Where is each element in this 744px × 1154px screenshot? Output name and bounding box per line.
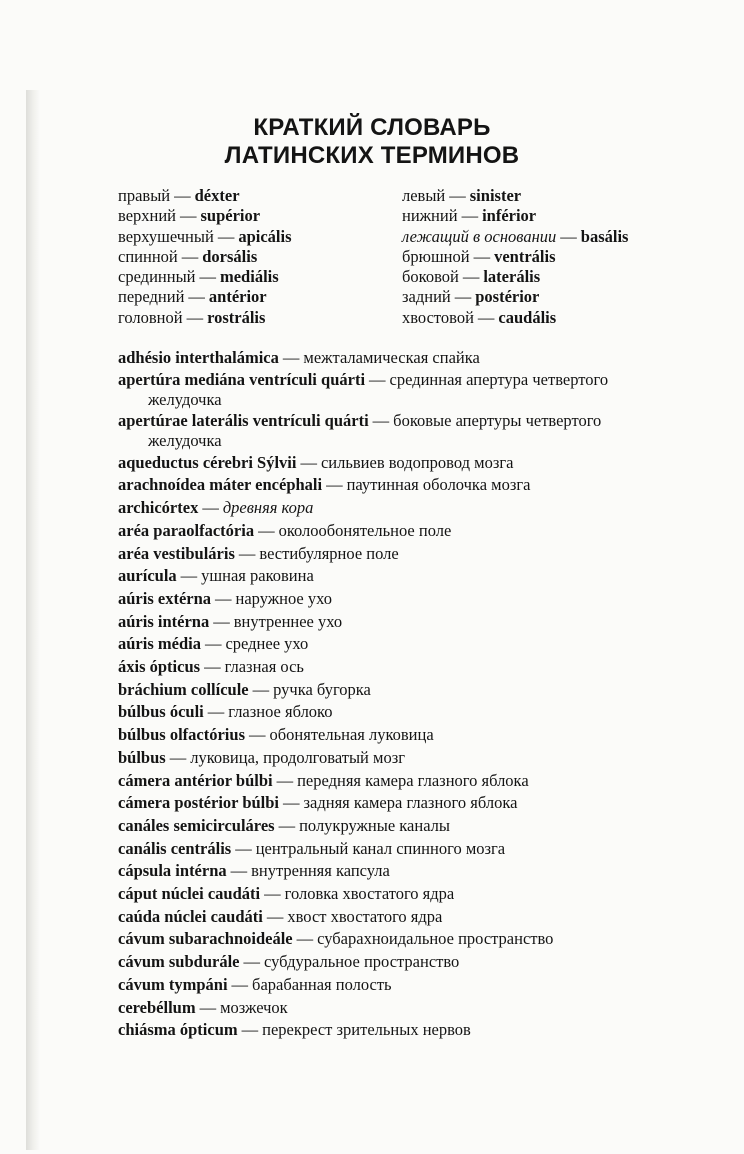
pair-left: [118, 186, 402, 206]
entry-term: adhésio interthalámica: [118, 348, 279, 367]
dash: —: [473, 246, 491, 266]
glossary-entry: [118, 815, 688, 838]
glossary-entry: [118, 770, 688, 793]
entry-term: aúris extérna: [118, 588, 212, 608]
dash: —: [180, 206, 197, 226]
entry-term: aúris intérna: [118, 611, 210, 631]
entry-definition: передняя камера глазного яблока: [297, 770, 529, 790]
entry-definition: ушная раковина: [201, 566, 314, 586]
glossary-entry: [118, 543, 688, 566]
ru-word: лежащий в основании: [402, 226, 557, 246]
glossary-entry: [118, 633, 688, 656]
pair-left: [118, 206, 402, 226]
entry-definition: обонятельная луковица: [269, 725, 434, 745]
entry-definition-continued: желудочка: [148, 390, 222, 410]
entry-term: arachnoídea máter encéphali: [118, 475, 323, 495]
dash: —: [372, 410, 390, 430]
entry-term: aréa paraolfactória: [118, 520, 255, 540]
entry-term: aurícula: [118, 566, 177, 586]
dash: —: [180, 566, 198, 586]
entry-definition: наружное ухо: [235, 588, 333, 608]
glossary-entry: [118, 792, 688, 815]
dash: —: [199, 267, 216, 287]
glossary-entries: [118, 347, 688, 1042]
dash: —: [252, 679, 270, 699]
ru-word: боковой: [402, 267, 459, 287]
dash: —: [231, 974, 249, 994]
page-title-line-1: КРАТКИЙ СЛОВАРЬ: [253, 114, 491, 141]
dash: —: [235, 838, 252, 858]
glossary-entry: [118, 370, 688, 411]
dash: —: [169, 747, 187, 767]
pair-left: [118, 227, 402, 247]
entry-term: cámera antérior búlbi: [118, 770, 273, 790]
dash: —: [215, 588, 232, 608]
entry-term: cámera postérior búlbi: [118, 793, 280, 813]
latin-word: postérior: [475, 287, 540, 307]
glossary-entry: [118, 565, 688, 588]
entry-definition: субдуральное пространство: [263, 952, 460, 972]
glossary-entry: [118, 656, 688, 679]
entry-definition: глазная ось: [224, 657, 304, 677]
latin-word: supérior: [200, 206, 261, 226]
pair-row: [118, 206, 718, 226]
entry-definition: задняя камера глазного яблока: [303, 793, 518, 813]
ru-word: задний: [402, 287, 451, 307]
dash: —: [202, 498, 219, 518]
entry-term: aqueductus cérebri Sýlvii: [118, 452, 297, 472]
dash: —: [454, 287, 472, 307]
entry-definition-continued: желудочка: [148, 431, 222, 451]
glossary-entry: [118, 520, 688, 543]
glossary-entry: [118, 883, 688, 906]
pair-left: [118, 308, 402, 328]
glossary-entry: [118, 611, 688, 634]
pair-row: [118, 287, 718, 307]
entry-definition: мозжечок: [220, 997, 288, 1017]
latin-word: caudális: [498, 307, 557, 327]
dash: —: [369, 369, 386, 389]
entry-term: cávum subdurále: [118, 952, 240, 972]
entry-definition: ручка бугорка: [273, 679, 371, 699]
entry-definition: среднее ухо: [225, 634, 309, 654]
dash: —: [174, 186, 191, 205]
entry-term: chiásma ópticum: [118, 1020, 238, 1040]
glossary-entry: [118, 411, 688, 452]
entry-term: caúda núclei caudáti: [118, 906, 263, 926]
ru-word: передний: [118, 287, 185, 307]
glossary-entry: [118, 997, 688, 1020]
latin-word: rostrális: [207, 307, 266, 327]
dash: —: [264, 884, 281, 904]
ru-word: головной: [118, 307, 183, 327]
dash: —: [243, 952, 260, 972]
entry-definition: паутинная оболочка мозга: [346, 475, 531, 495]
latin-word: ventrális: [494, 246, 556, 266]
entry-definition: барабанная полость: [252, 974, 392, 994]
latin-word: inférior: [482, 206, 537, 226]
latin-word: laterális: [483, 267, 541, 287]
entry-definition: субарахноидальное пространство: [317, 929, 554, 949]
pair-right: [402, 308, 686, 328]
dash: —: [266, 906, 284, 926]
pair-left: [118, 247, 402, 267]
entry-term: aúris média: [118, 634, 201, 654]
pair-row: [118, 186, 718, 206]
dash: —: [204, 634, 222, 654]
dash: —: [188, 287, 205, 307]
entry-term: aréa vestibuláris: [118, 543, 235, 563]
entry-definition: хвост хвостатого ядра: [287, 906, 443, 926]
glossary-entry: [118, 679, 688, 702]
entry-definition: центральный канал спинного мозга: [255, 838, 506, 858]
glossary-entry: [118, 906, 688, 929]
entry-term: bráchium collícule: [118, 679, 249, 699]
dash: —: [207, 702, 225, 722]
latin-word: sinister: [469, 186, 522, 205]
entry-definition: околообонятельное поле: [278, 520, 452, 540]
pair-left: [118, 267, 402, 287]
ru-word: верхний: [118, 206, 177, 226]
ru-word: спинной: [118, 246, 178, 266]
dash: —: [296, 929, 314, 949]
pair-row: [118, 308, 718, 328]
dash: —: [238, 543, 256, 563]
dash: —: [461, 206, 479, 226]
entry-definition: сильвиев водопровод мозга: [320, 452, 514, 472]
dash: —: [278, 815, 296, 835]
page-gutter-shadow: [26, 90, 40, 1150]
dash: —: [449, 186, 466, 205]
ru-word: хвостовой: [402, 307, 474, 327]
ru-word: брюшной: [402, 246, 470, 266]
entry-term: apertúra mediána ventrículi quárti: [118, 369, 366, 389]
entry-term: cáput núclei caudáti: [118, 884, 261, 904]
entry-definition: перекрест зрительных нервов: [262, 1020, 471, 1040]
entry-term: apertúrae laterális ventrículi quárti: [118, 410, 369, 430]
dash: —: [560, 226, 577, 246]
entry-definition: луковица, продолговатый мозг: [190, 747, 405, 767]
entry-definition: срединная апертура четвертого: [389, 369, 609, 389]
dash: —: [213, 611, 230, 631]
latin-word: apicális: [238, 226, 292, 246]
entry-definition: головка хвостатого ядра: [284, 884, 455, 904]
glossary-entry: [118, 860, 688, 883]
entry-definition: полукружные каналы: [299, 815, 450, 835]
antonym-pairs-table: [118, 186, 718, 328]
pair-right: [402, 206, 686, 226]
latin-word: déxter: [194, 186, 240, 205]
glossary-entry: [118, 588, 688, 611]
glossary-entry: [118, 747, 688, 770]
entry-term: archicórtex: [118, 498, 199, 518]
entry-definition: межталамическая спайка: [303, 348, 480, 367]
pair-row: [118, 267, 718, 287]
glossary-entry: [118, 452, 688, 475]
dash: —: [241, 1020, 259, 1040]
ru-word: правый: [118, 186, 171, 205]
entry-term: cávum tympáni: [118, 974, 228, 994]
dash: —: [300, 452, 317, 472]
dash: —: [186, 307, 204, 327]
glossary-entry: [118, 497, 688, 520]
pair-right: [402, 267, 686, 287]
dash: —: [181, 246, 199, 266]
entry-term: canáles semicirculáres: [118, 815, 275, 835]
pair-left: [118, 287, 402, 307]
ru-word: нижний: [402, 206, 458, 226]
dash: —: [249, 725, 266, 745]
ru-word: левый: [402, 186, 446, 205]
dash: —: [283, 793, 300, 813]
entry-definition: внутренняя капсула: [251, 861, 390, 881]
entry-term: búlbus óculi: [118, 702, 204, 722]
glossary-entry: [118, 347, 688, 370]
entry-term: búlbus olfactórius: [118, 725, 245, 745]
dash: —: [217, 226, 235, 246]
entry-definition: древняя кора: [222, 498, 314, 518]
ru-word: верхушечный: [118, 226, 214, 246]
pair-right: [402, 247, 686, 267]
glossary-entry: [118, 724, 688, 747]
entry-definition: глазное яблоко: [228, 702, 333, 722]
glossary-entry: [118, 474, 688, 497]
latin-word: dorsális: [202, 246, 258, 266]
entry-definition: вестибулярное поле: [259, 543, 399, 563]
latin-word: mediális: [219, 267, 279, 287]
entry-term: cerebéllum: [118, 997, 196, 1017]
glossary-entry: [118, 838, 688, 861]
pair-row: [118, 247, 718, 267]
glossary-entry: [118, 951, 688, 974]
dash: —: [199, 997, 217, 1017]
entry-term: áxis ópticus: [118, 657, 201, 677]
entry-term: búlbus: [118, 747, 166, 767]
entry-definition: внутреннее ухо: [233, 611, 343, 631]
glossary-entry: [118, 1019, 688, 1042]
ru-word: срединный: [118, 267, 196, 287]
dash: —: [230, 861, 248, 881]
pair-right: [402, 186, 686, 206]
dash: —: [204, 657, 221, 677]
glossary-entry: [118, 928, 688, 951]
latin-word: antérior: [208, 287, 267, 307]
dash: —: [282, 348, 300, 367]
dash: —: [326, 475, 343, 495]
glossary-entry: [118, 701, 688, 724]
entry-term: canális centrális: [118, 838, 232, 858]
dash: —: [477, 307, 495, 327]
page-title-line-2: ЛАТИНСКИХ ТЕРМИНОВ: [224, 142, 520, 169]
dash: —: [276, 770, 294, 790]
dash: —: [258, 520, 275, 540]
pair-right: [402, 227, 686, 247]
entry-definition: боковые апертуры четвертого: [393, 410, 602, 430]
entry-term: cápsula intérna: [118, 861, 227, 881]
pair-row: [118, 227, 718, 247]
dash: —: [462, 267, 480, 287]
glossary-entry: [118, 974, 688, 997]
latin-word: basális: [580, 226, 629, 246]
pair-right: [402, 287, 686, 307]
entry-term: cávum subarachnoideále: [118, 929, 293, 949]
